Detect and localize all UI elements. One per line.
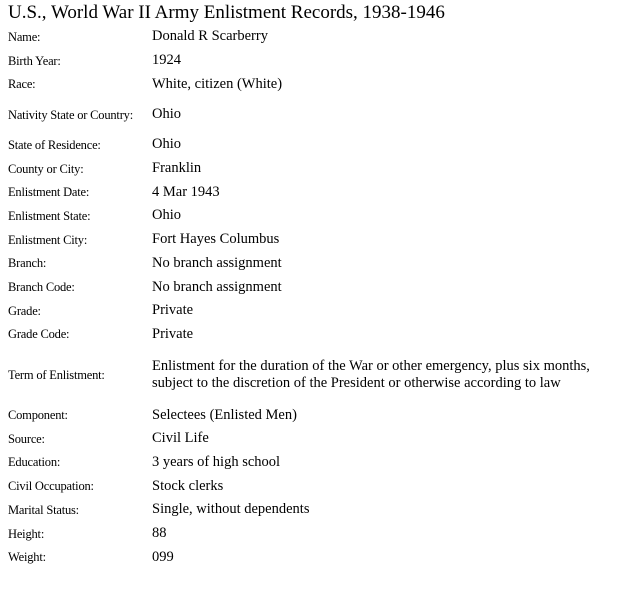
field-value: 88: [152, 525, 167, 542]
field-label: Term of Enlistment:: [8, 367, 105, 382]
field-value: No branch assignment: [152, 278, 282, 295]
field-label: County or City:: [8, 161, 84, 176]
record-row-weight: [8, 545, 623, 569]
field-value: Fort Hayes Columbus: [152, 231, 280, 248]
record-table: [8, 25, 623, 569]
field-value: Donald R Scarberry: [152, 28, 268, 45]
page-title: U.S., World War II Army Enlistment Records, 1938-1946: [8, 2, 445, 23]
field-label: Grade:: [8, 303, 41, 318]
record-row-branch: [8, 252, 623, 276]
field-label: Nativity State or Country:: [8, 107, 133, 122]
field-value: 4 Mar 1943: [152, 183, 220, 200]
field-value: 3 years of high school: [152, 453, 281, 470]
field-value: Selectees (Enlisted Men): [152, 406, 297, 423]
field-label: Enlistment Date:: [8, 185, 90, 200]
field-label: Marital Status:: [8, 502, 79, 517]
field-value: 099: [152, 548, 174, 565]
field-label: Branch:: [8, 256, 47, 271]
record-row-education: [8, 451, 623, 475]
field-value: Private: [152, 302, 194, 319]
field-label: Name:: [8, 29, 41, 44]
field-label: Race:: [8, 77, 36, 92]
record-row-race: [8, 72, 623, 96]
field-value: Ohio: [152, 106, 181, 123]
record-row-grade-code: [8, 323, 623, 347]
field-value: Stock clerks: [152, 477, 224, 494]
record-row-birth-year: [8, 49, 623, 73]
field-value: Franklin: [152, 160, 202, 177]
record-row-nativity: [8, 96, 623, 133]
record-row-name: [8, 25, 623, 49]
field-value: No branch assignment: [152, 254, 282, 271]
field-label: Enlistment City:: [8, 232, 88, 247]
field-value: White, citizen (White): [152, 75, 283, 92]
field-value: Private: [152, 325, 194, 342]
record-row-component: [8, 403, 623, 427]
field-label: Weight:: [8, 550, 46, 565]
record-row-marital-status: [8, 498, 623, 522]
field-label: Source:: [8, 431, 45, 446]
record-row-source: [8, 427, 623, 451]
field-value: Single, without dependents: [152, 501, 310, 518]
record-row-branch-code: [8, 275, 623, 299]
record-row-civil-occupation: [8, 474, 623, 498]
field-value: 1924: [152, 52, 181, 69]
field-label: Civil Occupation:: [8, 479, 94, 494]
field-label: Height:: [8, 526, 45, 541]
record-row-height: [8, 522, 623, 546]
field-value: Enlistment for the duration of the War or other emergency, plus six months, subject to the discretion of the President or otherwise according to law: [152, 357, 590, 391]
field-value: Ohio: [152, 207, 181, 224]
record-row-grade: [8, 299, 623, 323]
field-value: Ohio: [152, 136, 181, 153]
field-label: Grade Code:: [8, 327, 70, 342]
field-label: Birth Year:: [8, 53, 61, 68]
field-label: Component:: [8, 408, 68, 423]
field-label: State of Residence:: [8, 137, 101, 152]
field-value: Civil Life: [152, 430, 209, 447]
record-row-enlistment-city: [8, 228, 623, 252]
record-row-enlistment-state: [8, 204, 623, 228]
field-label: Enlistment State:: [8, 208, 91, 223]
record-row-enlistment-date: [8, 180, 623, 204]
record-row-county: [8, 157, 623, 181]
field-label: Education:: [8, 455, 61, 470]
record-row-state-of-residence: [8, 133, 623, 157]
field-label: Branch Code:: [8, 280, 75, 295]
record-row-term-of-enlistment: [8, 346, 623, 403]
